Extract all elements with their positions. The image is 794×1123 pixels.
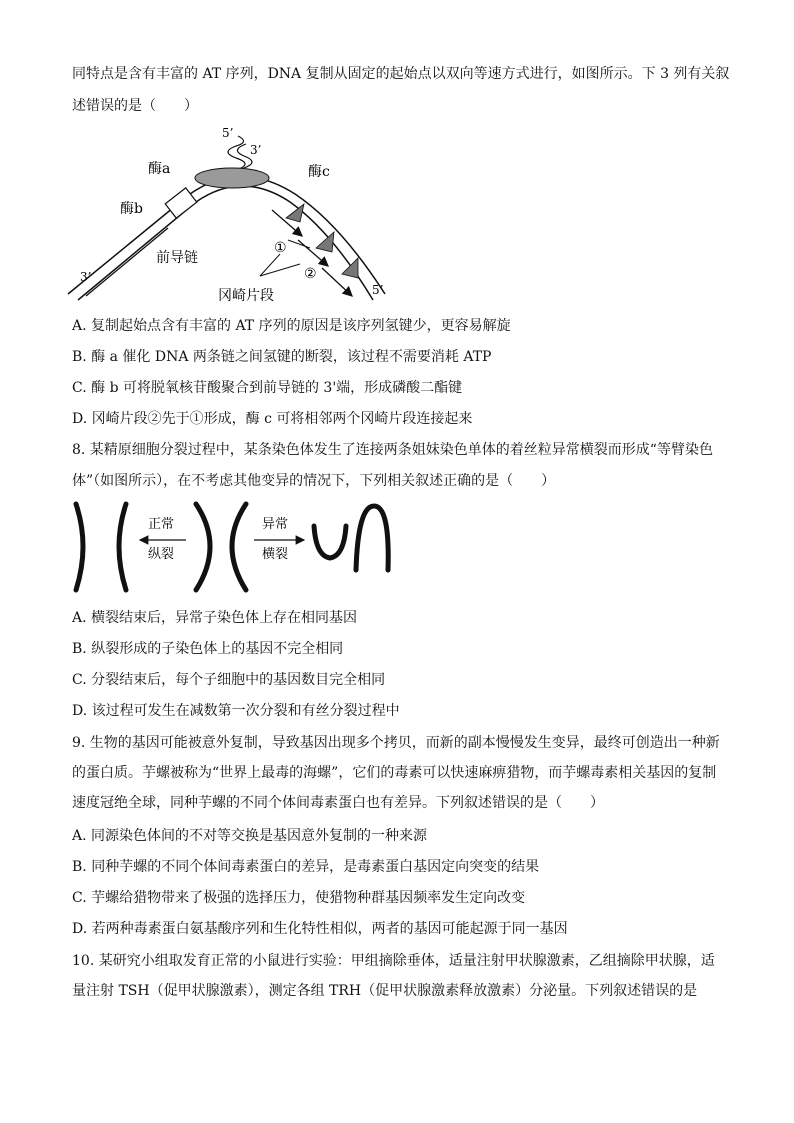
enzyme-c-shape-1 bbox=[286, 204, 304, 222]
q8-stem-line-2: 体”（如图所示），在不考虑其他变异的情况下，下列相关叙述正确的是（ ） bbox=[72, 473, 556, 489]
label-normal-top: 正常 bbox=[148, 517, 175, 532]
enzyme-c-shape-3 bbox=[342, 258, 358, 278]
parental-strand-outer bbox=[68, 177, 385, 295]
enzyme-a-shape bbox=[195, 168, 269, 188]
q7-option-b: B. 酶 a 催化 DNA 两条链之间氢键的断裂，该过程不需要消耗 ATP bbox=[72, 349, 492, 365]
q8-option-a: A. 横裂结束后，异常子染色体上存在相同基因 bbox=[72, 610, 358, 626]
q7-option-d: D. 冈崎片段②先于①形成，酶 c 可将相邻两个冈崎片段连接起来 bbox=[72, 411, 473, 427]
isochromosome-cup bbox=[314, 526, 346, 558]
label-5prime-right: 5’ bbox=[372, 283, 384, 297]
q7-option-c: C. 酶 b 可将脱氧核苷酸聚合到前导链的 3'端，形成磷酸二酯键 bbox=[72, 380, 463, 396]
chromatid-right bbox=[119, 504, 126, 590]
q9-option-b: B. 同种芋螺的不同个体间毒素蛋白的差异，是毒素蛋白基因定向突变的结果 bbox=[72, 859, 540, 875]
label-3prime-left: 3’ bbox=[80, 270, 92, 284]
label-enzyme-c: 酶c bbox=[308, 164, 330, 180]
dna-replication-diagram bbox=[60, 124, 400, 314]
chromosome-division-diagram bbox=[64, 500, 394, 594]
enzyme-c-shape-2 bbox=[316, 232, 334, 252]
q8-option-c: C. 分裂结束后，每个子细胞中的基因数目完全相同 bbox=[72, 672, 386, 688]
label-3prime-top: 3’ bbox=[250, 143, 262, 157]
q8-option-b: B. 纵裂形成的子染色体上的基因不完全相同 bbox=[72, 641, 344, 657]
chromosome-x-right bbox=[232, 504, 246, 590]
label-enzyme-a: 酶a bbox=[148, 161, 171, 177]
q7-stem-line-1: 同特点是含有丰富的 AT 序列，DNA 复制从固定的起始点以双向等速方式进行，如图所示。下 3 列有关叙 bbox=[72, 66, 730, 82]
q7-stem-line-2: 述错误的是（ ） bbox=[72, 98, 198, 114]
label-circle-1: ① bbox=[274, 240, 287, 256]
q7-option-a: A. 复制起始点含有丰富的 AT 序列的原因是该序列氢键少，更容易解旋 bbox=[72, 318, 511, 334]
label-okazaki: 冈崎片段 bbox=[218, 288, 274, 304]
label-abnormal-top: 异常 bbox=[262, 517, 289, 532]
q9-stem: 9. 生物的基因可能被意外复制，导致基因出现多个拷贝，而新的副本慢慢发生变异，最终可创造出一种新的蛋白质。芋螺被称为“世界上最毒的海螺”，它们的毒素可以快速麻痹猎物，而芋螺毒素相关基因的复制速度冠绝全球，同种芋螺的不同个体间毒素蛋白也有差异。下列叙述错误的是（ ） bbox=[72, 735, 720, 811]
label-circle-2: ② bbox=[304, 266, 317, 282]
q9-option-d: D. 若两种毒素蛋白氨基酸序列和生化特性相似，两者的基因可能起源于同一基因 bbox=[72, 921, 568, 937]
label-leading-strand: 前导链 bbox=[156, 250, 198, 266]
chromatid-left bbox=[76, 504, 83, 590]
q9-option-a: A. 同源染色体间的不对等交换是基因意外复制的一种来源 bbox=[72, 828, 428, 844]
q8-stem-line-1: 8. 某精原细胞分裂过程中，某条染色体发生了连接两条姐妹染色单体的着丝粒异常横裂而形成“等臂染色 bbox=[72, 442, 713, 458]
label-5prime-top: 5’ bbox=[222, 126, 234, 140]
label-normal-bottom: 纵裂 bbox=[148, 547, 175, 562]
isochromosome-arch bbox=[356, 506, 388, 570]
q9-option-c: C. 芋螺给猎物带来了极强的选择压力，使猎物种群基因频率发生定向改变 bbox=[72, 890, 526, 906]
q8-option-d: D. 该过程可发生在减数第一次分裂和有丝分裂过程中 bbox=[72, 703, 400, 719]
label-enzyme-b: 酶b bbox=[120, 201, 143, 217]
chromosome-x-left bbox=[196, 504, 210, 590]
label-abnormal-bottom: 横裂 bbox=[262, 547, 289, 562]
q10-stem: 10. 某研究小组取发育正常的小鼠进行实验：甲组摘除垂体，适量注射甲状腺激素，乙组摘除甲状腺，适量注射 TSH（促甲状腺激素），测定各组 TRH（促甲状腺激素释放激素）分泌量。下列叙述错误的是 bbox=[72, 953, 715, 999]
